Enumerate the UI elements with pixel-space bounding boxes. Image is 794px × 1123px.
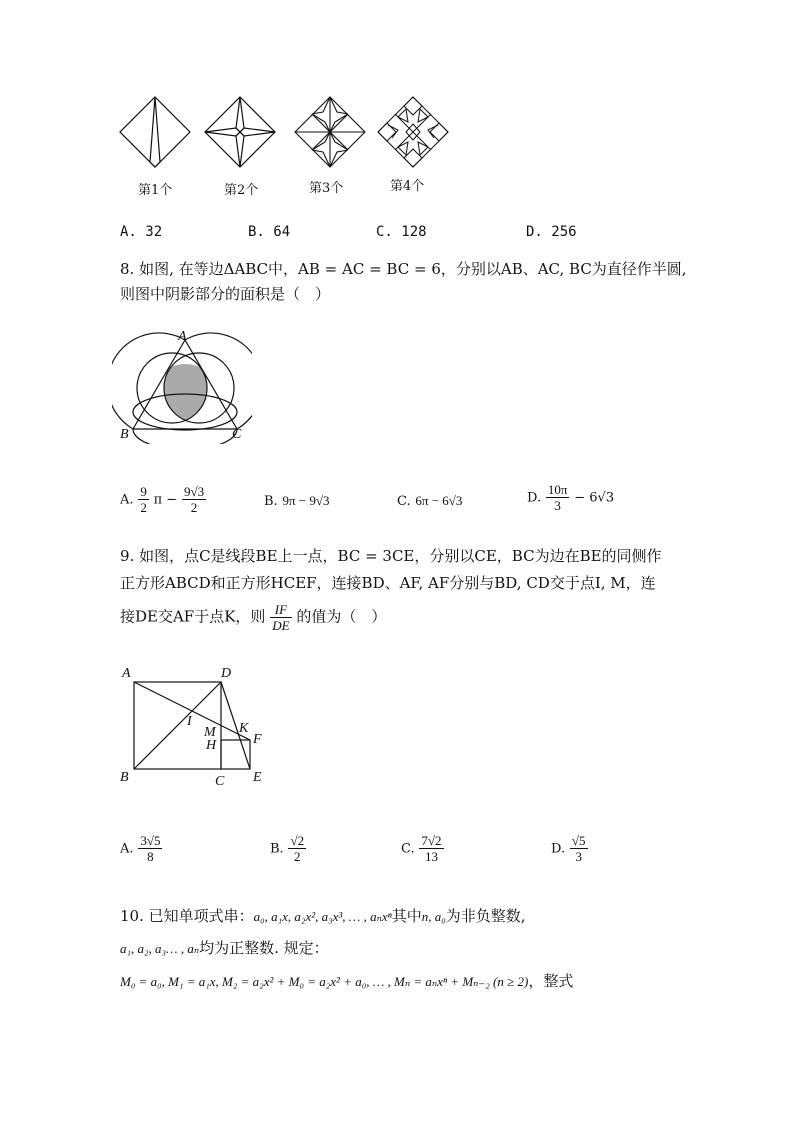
q9-text-line1: 9. 如图，点C是线段BE上一点，BC = 3CE，分别以CE，BC为边在BE的同侧作 — [120, 547, 662, 565]
figure-caption-1: 第1个 — [138, 183, 173, 198]
pattern-figure-4 — [378, 97, 448, 167]
q10-line1-series: a₀, a₁x, a₂x², a₃x³, … , aₙxⁿ — [253, 909, 392, 924]
q10-text-line1 — [120, 906, 526, 927]
q9-option-c — [401, 833, 444, 864]
q9-option-d-letter: D. — [551, 841, 566, 857]
q8-option-a — [120, 484, 206, 515]
q8-label-b: B — [120, 427, 129, 442]
q9-label-k: K — [239, 721, 249, 736]
q9-option-a-den: 8 — [147, 849, 154, 864]
pattern-figure-2 — [205, 97, 275, 167]
q8-option-d — [527, 482, 614, 513]
q8-option-c — [397, 490, 462, 512]
q7-option-b: B. 64 — [248, 224, 291, 240]
q9-label-a: A — [122, 666, 131, 681]
q8-label-a: A — [178, 329, 187, 344]
q8-option-d-letter: D. — [527, 490, 542, 506]
q8-triangle-figure — [112, 326, 252, 444]
q8-option-d-den: 3 — [554, 498, 561, 513]
q8-option-a-den2: 2 — [190, 500, 198, 515]
q9-text-line2: 正方形ABCD和正方形HCEF，连接BD、AF, AF分别与BD, CD交于点I, M，连 — [120, 574, 656, 592]
q7-option-d: D. 256 — [526, 224, 577, 240]
pattern-figures — [110, 92, 450, 172]
q9-option-a-letter: A. — [120, 841, 134, 857]
q9-option-d-fraction — [570, 833, 588, 864]
figure-caption-4: 第4个 — [390, 179, 425, 194]
q10-text-line3 — [120, 971, 573, 992]
q8-label-c: C — [232, 427, 242, 442]
q10-line1-end: 为非负整数, — [445, 907, 526, 925]
q9-option-c-letter: C. — [401, 841, 415, 857]
q9-option-a — [120, 833, 162, 864]
q8-option-d-text: − 6√3 — [574, 490, 615, 506]
q9-line3-den: DE — [272, 618, 290, 633]
figure-caption-2: 第2个 — [224, 183, 259, 198]
q9-text-line3 — [120, 602, 386, 633]
q9-option-c-num: 7√2 — [421, 833, 442, 848]
q8-option-a-num: 9 — [140, 484, 147, 499]
q10-line3-end: ，整式 — [528, 972, 574, 990]
q9-option-d-den: 3 — [575, 849, 582, 864]
q8-option-a-letter: A. — [120, 492, 134, 508]
q7-option-a: A. 32 — [120, 224, 163, 240]
pattern-figure-3 — [295, 97, 365, 167]
q9-label-c: C — [215, 774, 225, 789]
q9-option-b — [270, 833, 306, 864]
q9-option-c-den: 13 — [424, 849, 438, 864]
q9-option-a-fraction — [138, 833, 162, 864]
q8-option-b-letter: B. — [264, 494, 278, 509]
q9-option-b-num: √2 — [290, 833, 305, 848]
q9-label-f: F — [253, 732, 262, 747]
q10-line1-mid: 其中 — [391, 907, 422, 925]
q10-text-line2 — [120, 938, 329, 959]
q9-option-a-num: 3√5 — [140, 833, 161, 848]
q9-label-h: H — [206, 738, 217, 753]
q8-text-line1: 8. 如图, 在等边ΔABC中，AB = AC = BC = 6，分别以AB、AC, BC为直径作半圆, — [120, 260, 687, 278]
q8-option-c-letter: C. — [397, 494, 411, 509]
q10-line2-coeffs: a₁, a₂, a₃… , aₙ — [120, 941, 200, 956]
q8-option-b — [264, 490, 330, 512]
figure-caption-3: 第3个 — [309, 181, 344, 196]
q9-line3-fraction — [270, 602, 291, 633]
q9-line3-after: 的值为（ ） — [296, 607, 387, 626]
q8-option-a-fraction — [138, 484, 149, 515]
q9-square-figure — [112, 660, 272, 790]
q9-option-b-fraction — [288, 833, 306, 864]
pattern-figure-1 — [120, 97, 190, 167]
q8-option-a-num2: 9√3 — [183, 484, 205, 499]
q10-line1-vars: n, a₀ — [421, 909, 446, 924]
q10-line2-end: 均为正整数. 规定： — [199, 939, 329, 957]
q8-option-d-fraction — [546, 482, 570, 513]
q8-option-b-text: 9π − 9√3 — [282, 493, 330, 508]
q8-option-a-fraction2 — [182, 484, 206, 515]
q8-option-a-text: π − — [153, 492, 178, 508]
q9-option-b-den: 2 — [294, 849, 301, 864]
q9-option-b-letter: B. — [270, 841, 284, 857]
q9-label-i: I — [187, 714, 192, 729]
q9-line3-num: IF — [270, 602, 291, 618]
q9-option-c-fraction — [419, 833, 443, 864]
q9-label-e: E — [253, 770, 262, 785]
q8-text-line2: 则图中阴影部分的面积是（ ） — [120, 285, 331, 303]
q9-line3-before: 接DE交AF于点K，则 — [120, 607, 266, 626]
q9-label-m: M — [204, 725, 216, 740]
q9-option-d-num: √5 — [571, 833, 586, 848]
q8-option-c-text: 6π − 6√3 — [415, 493, 463, 508]
q8-option-d-num: 10π — [547, 482, 568, 497]
q10-line1-intro: 10. 已知单项式串： — [120, 907, 254, 925]
q9-option-d — [551, 833, 588, 864]
q7-option-c: C. 128 — [376, 224, 427, 240]
q9-label-d: D — [221, 666, 232, 681]
q9-label-b: B — [120, 770, 129, 785]
q8-option-a-den: 2 — [140, 500, 147, 515]
q10-line3-definition: M₀ = a₀, M₁ = a₁x, M₂ = a₂x² + M₀ = a₂x² + a₀, … , Mₙ = aₙxⁿ + Mₙ₋₂ (n ≥ 2) — [120, 974, 529, 989]
